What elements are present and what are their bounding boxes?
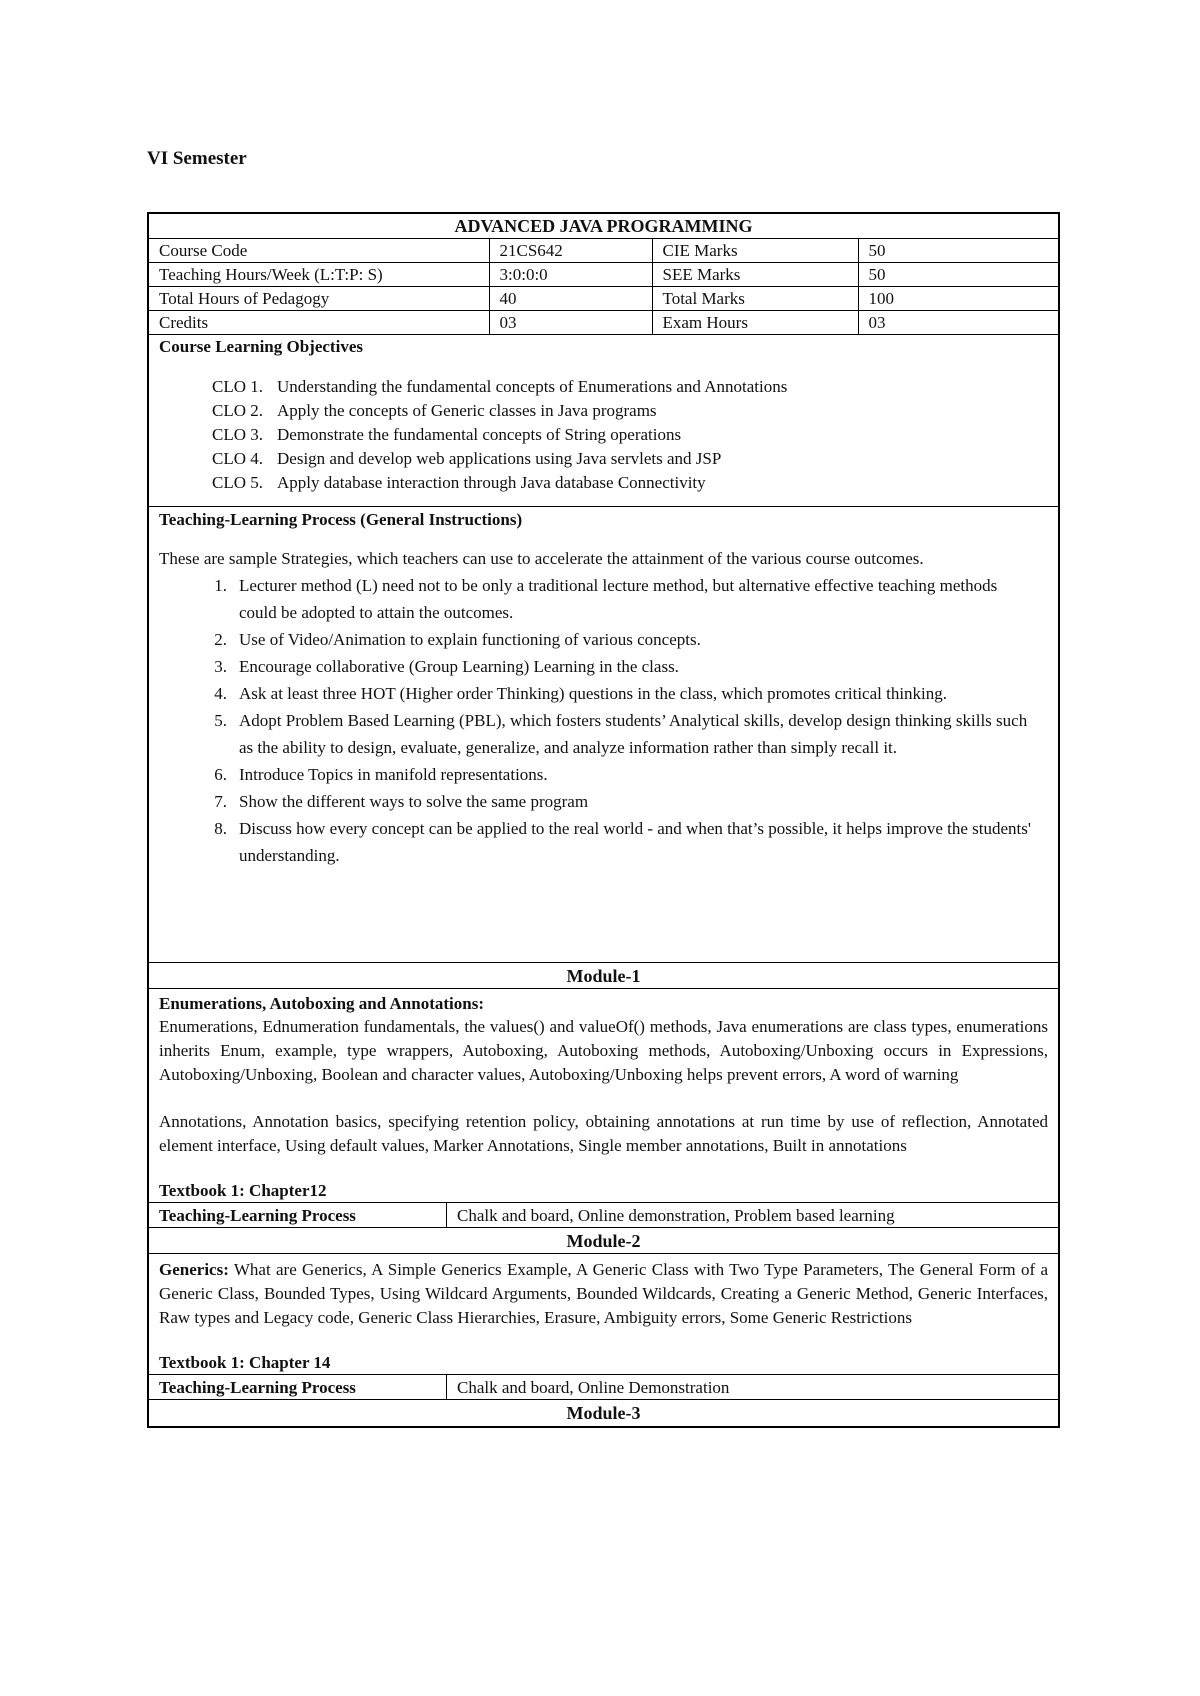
item-text: Discuss how every concept can be applied to the real world - and when that’s possible, it helps improve the students' understanding. xyxy=(239,819,1031,865)
item-number: 1. xyxy=(214,576,227,595)
list-item xyxy=(159,653,1048,680)
meta-cell: 03 xyxy=(489,311,652,335)
clo-text: Apply database interaction through Java database Connectivity xyxy=(277,473,706,492)
clo-number: CLO 5. xyxy=(212,473,263,492)
module-2-content xyxy=(149,1254,1058,1375)
teaching-value: Chalk and board, Online Demonstration xyxy=(457,1378,730,1397)
meta-cell: 3:0:0:0 xyxy=(489,263,652,287)
list-item xyxy=(159,707,1048,761)
module-2-topic-text: What are Generics, A Simple Generics Example, A Generic Class with Two Type Parameters, The General Form of a Generic Class, Bounded Types, Using Wildcard Arguments, Bounded Wildcards, Creating a Generic Method, Generic Interfaces, Raw types and Legacy code, Generic Class Hierarchies, Erasure, Ambiguity errors, Some Generic Restrictions xyxy=(159,1260,1048,1327)
meta-cell: Course Code xyxy=(149,239,489,263)
list-item xyxy=(159,626,1048,653)
clo-number: CLO 3. xyxy=(212,425,263,444)
clo-number: CLO 1. xyxy=(212,377,263,396)
list-item xyxy=(159,572,1048,626)
clo-number: CLO 4. xyxy=(212,449,263,468)
list-item xyxy=(159,423,1048,447)
course-info-section xyxy=(149,214,1058,335)
meta-cell: Exam Hours xyxy=(652,311,858,335)
table-row xyxy=(149,287,1058,311)
meta-cell: 21CS642 xyxy=(489,239,652,263)
meta-cell: SEE Marks xyxy=(652,263,858,287)
item-number: 5. xyxy=(214,711,227,730)
module-2-heading: Module-2 xyxy=(149,1228,1058,1254)
teaching-label: Teaching-Learning Process xyxy=(149,1203,447,1227)
item-number: 2. xyxy=(214,630,227,649)
teaching-label: Teaching-Learning Process xyxy=(149,1375,447,1399)
list-item xyxy=(159,375,1048,399)
course-title: ADVANCED JAVA PROGRAMMING xyxy=(454,216,753,236)
module-2-teaching-row xyxy=(149,1375,1058,1400)
objectives-list xyxy=(159,375,1048,495)
item-number: 6. xyxy=(214,765,227,784)
item-text: Adopt Problem Based Learning (PBL), which fosters students’ Analytical skills, develop design thinking skills such as the ability to design, evaluate, generalize, and analyze information rather than simply recall it. xyxy=(239,711,1028,757)
list-item xyxy=(159,761,1048,788)
semester-heading: VI Semester xyxy=(147,148,247,169)
meta-cell: 100 xyxy=(858,287,1058,311)
clo-text: Design and develop web applications using Java servlets and JSP xyxy=(277,449,722,468)
clo-number: CLO 2. xyxy=(212,401,263,420)
meta-cell: 50 xyxy=(858,263,1058,287)
item-number: 3. xyxy=(214,657,227,676)
meta-cell: Teaching Hours/Week (L:T:P: S) xyxy=(149,263,489,287)
list-item xyxy=(159,399,1048,423)
item-text: Encourage collaborative (Group Learning) Learning in the class. xyxy=(239,657,679,676)
meta-cell: 40 xyxy=(489,287,652,311)
item-text: Lecturer method (L) need not to be only a traditional lecture method, but alternative effective teaching methods could be adopted to attain the outcomes. xyxy=(239,576,998,622)
module-1-paragraph: Annotations, Annotation basics, specifying retention policy, obtaining annotations at run time by use of reflection, Annotated element interface, Using default values, Marker Annotations, Single member annotations, Built in annotations xyxy=(159,1112,1048,1155)
list-item xyxy=(159,471,1048,495)
objectives-heading: Course Learning Objectives xyxy=(159,337,363,356)
table-row xyxy=(149,263,1058,287)
item-text: Use of Video/Animation to explain functioning of various concepts. xyxy=(239,630,701,649)
module-1-topic-title: Enumerations, Autoboxing and Annotations: xyxy=(159,994,484,1013)
module-1-teaching-row xyxy=(149,1203,1058,1228)
module-1-paragraph: Enumerations, Ednumeration fundamentals, the values() and valueOf() methods, Java enumerations are class types, enumerations inherits Enum, example, type wrappers, Autoboxing, Autoboxing methods, Autoboxing/Unboxing occurs in Expressions, Autoboxing/Unboxing, Boolean and character values, Autoboxing/Unboxing helps prevent errors, A word of warning xyxy=(159,1017,1048,1084)
strategy-list xyxy=(159,572,1048,869)
meta-cell: 50 xyxy=(858,239,1058,263)
list-item xyxy=(159,680,1048,707)
item-text: Show the different ways to solve the same program xyxy=(239,792,589,811)
meta-cell: CIE Marks xyxy=(652,239,858,263)
module-2-textbook: Textbook 1: Chapter 14 xyxy=(159,1353,331,1372)
meta-cell: Total Hours of Pedagogy xyxy=(149,287,489,311)
meta-cell: Total Marks xyxy=(652,287,858,311)
item-number: 7. xyxy=(214,792,227,811)
item-text: Ask at least three HOT (Higher order Thinking) questions in the class, which promotes critical thinking. xyxy=(239,684,948,703)
course-meta-table xyxy=(149,238,1058,334)
table-row xyxy=(149,311,1058,335)
clo-text: Understanding the fundamental concepts of Enumerations and Annotations xyxy=(277,377,788,396)
teaching-process-section xyxy=(149,507,1058,963)
item-number: 8. xyxy=(214,819,227,838)
module-1-content xyxy=(149,989,1058,1203)
clo-text: Demonstrate the fundamental concepts of String operations xyxy=(277,425,682,444)
meta-cell: 03 xyxy=(858,311,1058,335)
objectives-section xyxy=(149,335,1058,507)
module-1-heading: Module-1 xyxy=(149,963,1058,989)
list-item xyxy=(159,815,1048,869)
list-item xyxy=(159,447,1048,471)
meta-cell: Credits xyxy=(149,311,489,335)
module-1-textbook: Textbook 1: Chapter12 xyxy=(159,1181,327,1200)
module-2-paragraph xyxy=(159,1258,1048,1330)
teaching-process-intro: These are sample Strategies, which teachers can use to accelerate the attainment of the various course outcomes. xyxy=(159,549,924,568)
teaching-value: Chalk and board, Online demonstration, Problem based learning xyxy=(457,1206,895,1225)
list-item xyxy=(159,788,1048,815)
table-row xyxy=(149,239,1058,263)
item-number: 4. xyxy=(214,684,227,703)
module-3-heading: Module-3 xyxy=(566,1403,641,1423)
clo-text: Apply the concepts of Generic classes in Java programs xyxy=(277,401,657,420)
module-2-topic-title: Generics: xyxy=(159,1260,229,1279)
syllabus-table xyxy=(147,212,1060,1428)
item-text: Introduce Topics in manifold representations. xyxy=(239,765,548,784)
teaching-process-heading: Teaching-Learning Process (General Instructions) xyxy=(159,510,523,529)
